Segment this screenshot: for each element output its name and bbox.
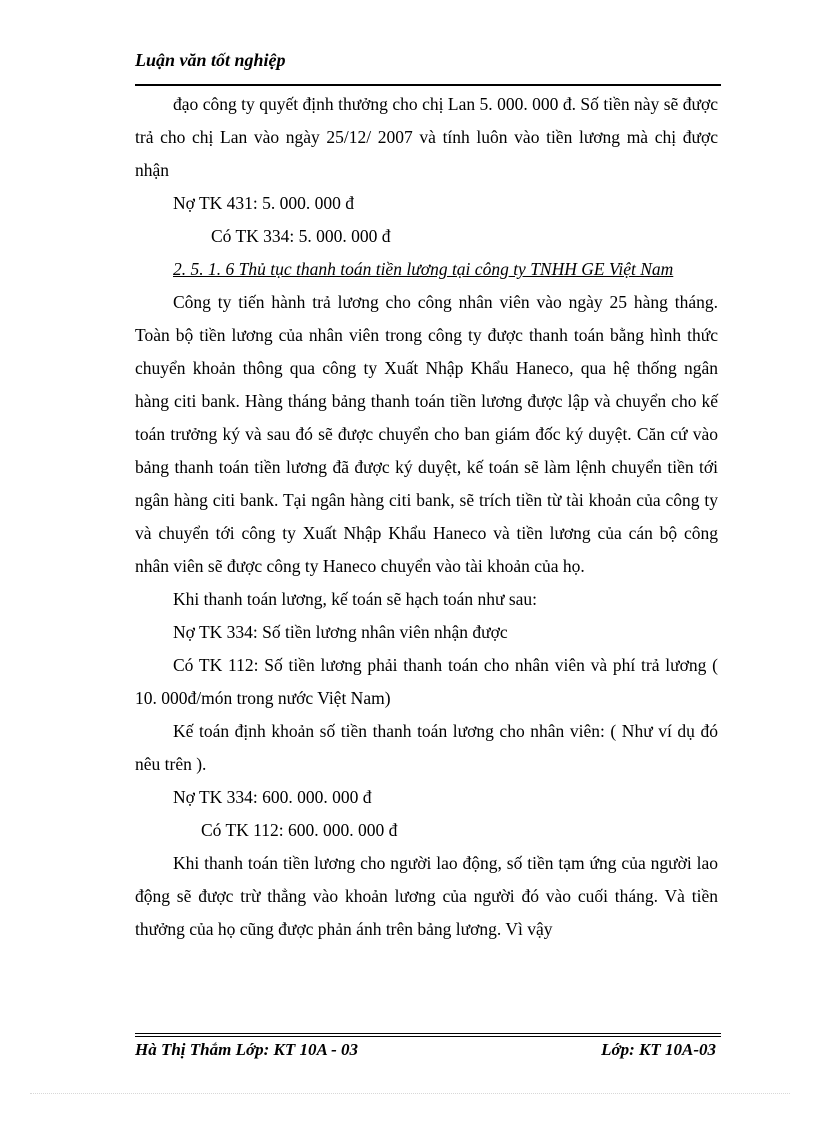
paragraph-bonus: đạo công ty quyết định thưởng cho chị Lan 5. 000. 000 đ. Số tiền này sẽ được trả cho chị Lan vào ngày 25/12/ 2007 và tính luôn vào tiền lương mà chị được nhận — [135, 94, 718, 180]
entry-example-debit: Nợ TK 334: 600. 000. 000 đ — [173, 787, 372, 807]
paragraph-advance-deduction: Khi thanh toán tiền lương cho người lao động, số tiền tạm ứng của người lao động sẽ được trừ thẳng vào khoản lương của người đó vào cuối tháng. Và tiền thưởng của họ cũng được phản ánh trên bảng lương. Vì vậy — [135, 853, 718, 939]
paragraph-example-note: Kế toán định khoản số tiền thanh toán lương cho nhân viên: ( Như ví dụ đó nêu trên ). — [135, 721, 718, 774]
entry-salary-debit: Nợ TK 334: Số tiền lương nhân viên nhận được — [173, 622, 508, 642]
entry-bonus-credit: Có TK 334: 5. 000. 000 đ — [211, 226, 391, 246]
entry-bonus-debit: Nợ TK 431: 5. 000. 000 đ — [173, 193, 355, 213]
footer-rule-bottom — [135, 1036, 721, 1037]
page-bottom-edge — [30, 1093, 790, 1094]
footer-rule-top — [135, 1033, 721, 1034]
section-heading: 2. 5. 1. 6 Thủ tục thanh toán tiền lương tại công ty TNHH GE Việt Nam — [173, 259, 674, 279]
paragraph-payment-procedure: Công ty tiến hành trả lương cho công nhân viên vào ngày 25 hàng tháng. Toàn bộ tiền lương của nhân viên trong công ty được thanh toán bằng hình thức chuyển khoản thông qua công ty Xuất Nhập Khẩu Haneco, qua hệ thống ngân hàng citi bank. Hàng tháng bảng thanh toán tiền lương được lập và chuyển cho kế toán trưởng ký và sau đó sẽ được chuyển cho ban giám đốc ký duyệt. Căn cứ vào bảng thanh toán tiền lương đã được ký duyệt, kế toán sẽ làm lệnh chuyển tiền tới ngân hàng citi bank. Tại ngân hàng citi bank, sẽ trích tiền từ tài khoản của công ty và chuyển tới công ty Xuất Nhập Khẩu Haneco và tiền lương của cán bộ công nhân viên sẽ được công ty Haneco chuyển vào tài khoản của họ. — [135, 292, 718, 576]
entry-salary-credit: Có TK 112: Số tiền lương phải thanh toán cho nhân viên và phí trả lương ( 10. 000đ/món trong nước Việt Nam) — [135, 655, 718, 708]
running-header-title: Luận văn tốt nghiệp — [135, 50, 286, 70]
footer-author-class: Hà Thị Thắm Lớp: KT 10A - 03 — [135, 1040, 359, 1059]
paragraph-accounting-intro: Khi thanh toán lương, kế toán sẽ hạch toán như sau: — [173, 589, 538, 609]
footer-class: Lớp: KT 10A-03 — [601, 1040, 716, 1059]
document-body — [135, 88, 718, 946]
entry-example-credit: Có TK 112: 600. 000. 000 đ — [201, 820, 398, 840]
header-rule — [135, 84, 721, 86]
